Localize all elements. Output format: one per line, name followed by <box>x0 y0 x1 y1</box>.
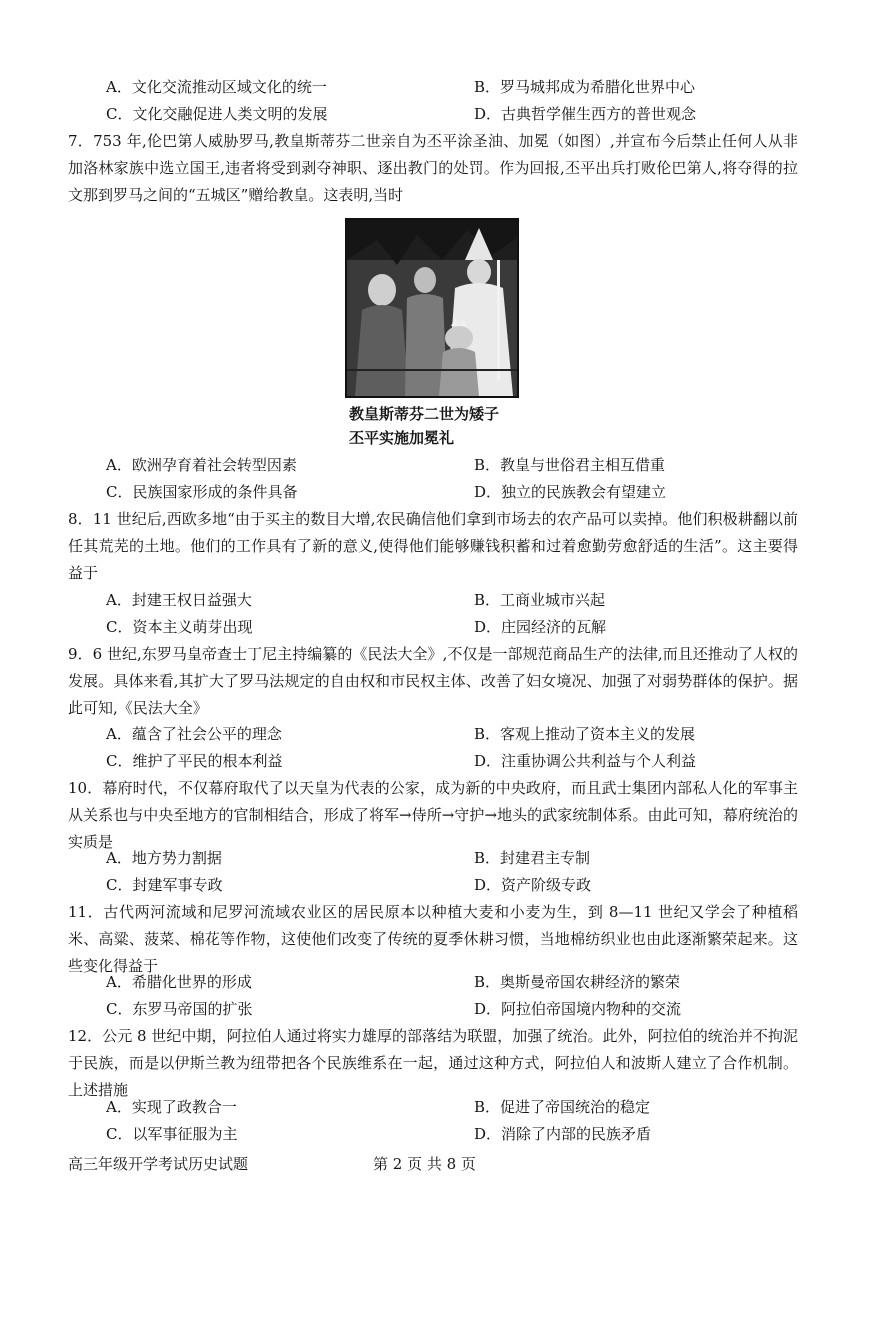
coronation-illustration <box>345 218 519 398</box>
q8-option-b: B．工商业城市兴起 <box>474 591 606 609</box>
option-row <box>0 748 870 775</box>
option-row <box>0 101 870 128</box>
q10-options <box>0 845 870 899</box>
option-row <box>0 614 870 641</box>
q9-option-d: D．注重协调公共利益与个人利益 <box>474 752 697 770</box>
q7-option-a: A．欧洲孕育着社会转型因素 <box>106 456 297 474</box>
page-number: 第 2 页 共 8 页 <box>373 1155 476 1173</box>
option-row <box>0 1121 870 1148</box>
option-row <box>0 452 870 479</box>
q10-option-b: B．封建君主专制 <box>474 849 591 867</box>
q7-stem: 7．753 年,伦巴第人威胁罗马,教皇斯蒂芬二世亲自为丕平涂圣油、加冕（如图）,并宣布今后禁止任何人从非加洛林家族中选立国王,违者将受到剥夺神职、逐出教门的处罚。作为回报,丕平出兵打败伦巴第人,将夺得的拉文那到罗马之间的“五城区”赠给教皇。这表明,当时 <box>68 132 798 204</box>
caption-line-1: 教皇斯蒂芬二世为矮子 <box>349 405 500 423</box>
q12-option-d: D．消除了内部的民族矛盾 <box>474 1125 652 1143</box>
option-row <box>0 479 870 506</box>
q9-option-a: A．蕴含了社会公平的理念 <box>106 725 282 743</box>
page-footer <box>68 1152 798 1176</box>
q8-option-d: D．庄园经济的瓦解 <box>474 618 607 636</box>
q8-option-a: A．封建王权日益强大 <box>106 591 252 609</box>
option-row <box>0 74 870 101</box>
q7-option-c: C．民族国家形成的条件具备 <box>106 483 298 501</box>
q11-options <box>0 969 870 1023</box>
q6-option-b: B．罗马城邦成为希腊化世界中心 <box>474 78 696 96</box>
q11-option-b: B．奥斯曼帝国农耕经济的繁荣 <box>474 973 681 991</box>
q11-option-a: A．希腊化世界的形成 <box>106 973 252 991</box>
caption-line-2: 丕平实施加冕礼 <box>349 429 455 447</box>
q8-stem: 8．11 世纪后,西欧多地“由于买主的数目大增,农民确信他们拿到市场去的农产品可以卖掉。他们积极耕翻以前任其荒芜的土地。他们的工作具有了新的意义,使得他们能够赚钱积蓄和过着愈勤劳愈舒适的生活”。这主要得益于 <box>68 510 798 582</box>
q12-option-a: A．实现了政教合一 <box>106 1098 237 1116</box>
q12-option-b: B．促进了帝国统治的稳定 <box>474 1098 651 1116</box>
option-row <box>0 996 870 1023</box>
q6-option-a: A．文化交流推动区域文化的统一 <box>106 78 327 96</box>
option-row <box>0 845 870 872</box>
option-row <box>0 969 870 996</box>
option-row <box>0 721 870 748</box>
q7-option-d: D．独立的民族教会有望建立 <box>474 483 667 501</box>
q8-options <box>0 587 870 641</box>
q12-stem: 12．公元 8 世纪中期，阿拉伯人通过将实力雄厚的部落结为联盟，加强了统治。此外，阿拉伯的统治并不拘泥于民族，而是以伊斯兰教为纽带把各个民族维系在一起，通过这种方式，阿拉伯人和波斯人建立了合作机制。上述措施 <box>68 1027 798 1099</box>
q12-options <box>0 1094 870 1148</box>
q10-option-d: D．资产阶级专政 <box>474 876 592 894</box>
option-row <box>0 1094 870 1121</box>
q10-option-c: C．封建军事专政 <box>106 876 223 894</box>
q9-options <box>0 721 870 775</box>
q6-options <box>0 74 870 128</box>
q9-option-b: B．客观上推动了资本主义的发展 <box>474 725 696 743</box>
q11-option-d: D．阿拉伯帝国境内物种的交流 <box>474 1000 682 1018</box>
q6-option-d: D．古典哲学催生西方的普世观念 <box>474 105 697 123</box>
q8-option-c: C．资本主义萌芽出现 <box>106 618 253 636</box>
q9-option-c: C．维护了平民的根本利益 <box>106 752 283 770</box>
coronation-image-icon <box>347 220 517 396</box>
exam-title: 高三年级开学考试历史试题 <box>68 1155 249 1173</box>
q7-options <box>0 452 870 506</box>
q10-stem: 10．幕府时代，不仅幕府取代了以天皇为代表的公家，成为新的中央政府，而且武士集团内部私人化的军事主从关系也与中央至地方的官制相结合，形成了将军→侍所→守护→地头的武家统制体系。由此可知，幕府统治的实质是 <box>68 779 798 851</box>
q6-option-c: C．文化交融促进人类文明的发展 <box>106 105 328 123</box>
q7-option-b: B．教皇与世俗君主相互借重 <box>474 456 666 474</box>
option-row <box>0 872 870 899</box>
q9-stem: 9．6 世纪,东罗马皇帝查士丁尼主持编纂的《民法大全》,不仅是一部规范商品生产的法律,而且还推动了人权的发展。具体来看,其扩大了罗马法规定的自由权和市民权主体、改善了妇女境况、加强了对弱势群体的保护。据此可知,《民法大全》 <box>68 645 798 717</box>
figure-caption <box>349 402 549 450</box>
q12-option-c: C．以军事征服为主 <box>106 1125 238 1143</box>
q11-option-c: C．东罗马帝国的扩张 <box>106 1000 253 1018</box>
q10-option-a: A．地方势力割据 <box>106 849 222 867</box>
q11-stem: 11．古代两河流域和尼罗河流域农业区的居民原本以种植大麦和小麦为生，到 8—11 世纪又学会了种植稻米、高粱、菠菜、棉花等作物，这使他们改变了传统的夏季休耕习惯，当地棉纺织业也由此逐渐繁荣起来。这些变化得益于 <box>68 903 798 975</box>
option-row <box>0 587 870 614</box>
